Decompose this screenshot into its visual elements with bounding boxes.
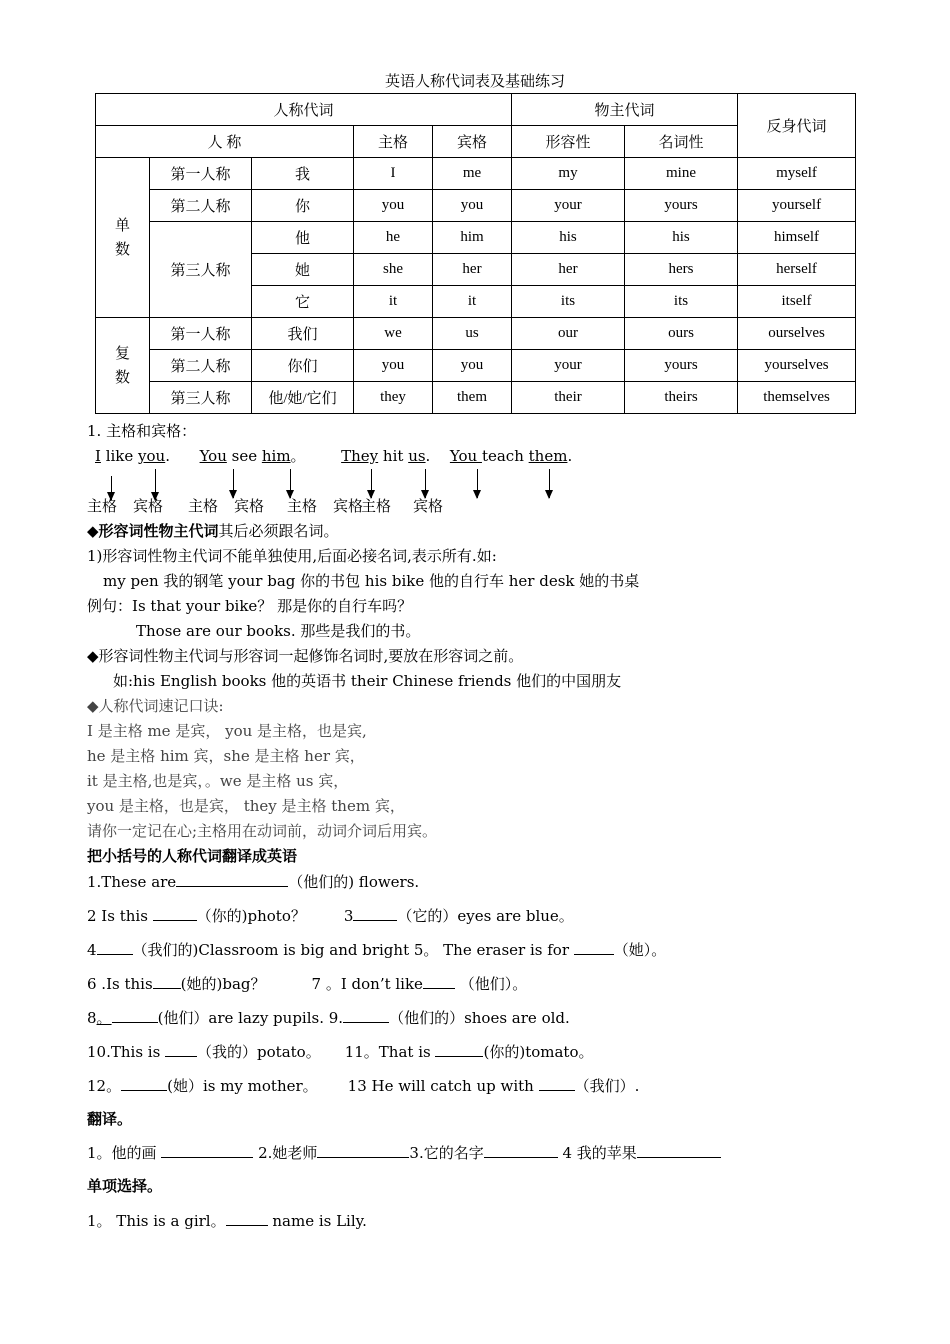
q-text: （他们的) flowers. xyxy=(288,873,420,891)
chinese-cell: 我们 xyxy=(252,318,354,350)
chinese-cell: 他 xyxy=(252,222,354,254)
q-text: 4 xyxy=(87,941,97,959)
object-cell: you xyxy=(433,350,512,382)
object-cell: him xyxy=(433,222,512,254)
reflexive-cell: himself xyxy=(738,222,856,254)
subject-cell: they xyxy=(354,382,433,414)
header-possessive-pronoun: 物主代词 xyxy=(512,94,738,126)
person-cell: 第一人称 xyxy=(150,318,252,350)
case-label: 宾格 xyxy=(333,497,364,515)
noun-cell: yours xyxy=(625,350,738,382)
q-text: 12。 xyxy=(87,1077,122,1095)
mnemonic-line: it 是主格,也是宾，。we 是主格 us 宾， xyxy=(87,772,349,790)
adjective-cell: their xyxy=(512,382,625,414)
reflexive-cell: herself xyxy=(738,254,856,286)
q-text: 1.These are xyxy=(87,873,177,891)
q-text: 1。他的画 xyxy=(87,1144,162,1162)
case-label: 主格 xyxy=(188,497,219,515)
reflexive-cell: yourselves xyxy=(738,350,856,382)
answer-blank[interactable] xyxy=(353,906,397,921)
rule-3-example: 如:his English books 他的英语书 their Chinese friends 他们的中国朋友 xyxy=(113,672,622,690)
arrow-down-icon xyxy=(290,469,291,498)
noun-cell: its xyxy=(625,286,738,318)
object-cell: it xyxy=(433,286,512,318)
case-labels xyxy=(87,497,443,515)
table-row xyxy=(96,190,856,222)
word: You xyxy=(199,447,227,465)
q-text: 3.它的名字 xyxy=(409,1144,484,1162)
singular-label: 单 数 xyxy=(96,158,150,318)
rule-2-examples: my pen 我的钢笔 your bag 你的书包 his bike 他的自行车 her desk 她的书桌 xyxy=(103,572,640,590)
answer-blank[interactable] xyxy=(153,906,197,921)
word: I xyxy=(95,447,101,465)
answer-blank[interactable] xyxy=(165,1042,197,1057)
chinese-cell: 它 xyxy=(252,286,354,318)
q-text: name is Lily. xyxy=(267,1212,367,1230)
person-cell: 第三人称 xyxy=(150,382,252,414)
q-text: （它的）eyes are blue。 xyxy=(397,907,574,925)
question-6-7 xyxy=(87,974,527,993)
table-row xyxy=(96,158,856,190)
subject-cell: he xyxy=(354,222,433,254)
adjective-cell: my xyxy=(512,158,625,190)
answer-blank[interactable] xyxy=(539,1076,575,1091)
answer-blank[interactable] xyxy=(423,974,455,989)
rule-2: 1)形容词性物主代词不能单独使用,后面必接名词,表示所有.如: xyxy=(87,547,497,565)
header-reflexive-pronoun: 反身代词 xyxy=(738,94,856,158)
word: 。 xyxy=(290,447,306,465)
arrow-down-icon xyxy=(371,469,372,498)
chinese-cell: 你 xyxy=(252,190,354,222)
plural-label: 复 数 xyxy=(96,318,150,414)
table-row xyxy=(96,382,856,414)
subject-cell: you xyxy=(354,350,433,382)
answer-blank[interactable] xyxy=(161,1143,253,1158)
adjective-cell: your xyxy=(512,190,625,222)
object-cell: her xyxy=(433,254,512,286)
answer-blank[interactable] xyxy=(484,1143,558,1158)
chinese-cell: 我 xyxy=(252,158,354,190)
q-text: 3 xyxy=(343,907,354,925)
answer-blank[interactable] xyxy=(435,1042,483,1057)
arrow-down-icon xyxy=(233,469,234,498)
noun-cell: his xyxy=(625,222,738,254)
adjective-cell: his xyxy=(512,222,625,254)
person-cell: 第一人称 xyxy=(150,158,252,190)
section-heading: 1. 主格和宾格： xyxy=(87,422,197,440)
noun-cell: theirs xyxy=(625,382,738,414)
choice-question-1 xyxy=(87,1211,367,1230)
answer-blank[interactable] xyxy=(121,1076,167,1091)
question-2-3 xyxy=(87,906,574,925)
page-title: 英语人称代词表及基础练习 xyxy=(384,72,565,90)
q-text: (他们）are lazy pupils. 9. xyxy=(157,1009,344,1027)
answer-blank[interactable] xyxy=(153,974,181,989)
answer-blank[interactable] xyxy=(574,940,614,955)
q-text: 6 .Is this xyxy=(87,975,153,993)
case-label: 主格 xyxy=(287,497,318,515)
word: . xyxy=(425,447,431,465)
case-label: 主格 xyxy=(87,497,118,515)
question-1 xyxy=(87,872,419,891)
rule-3: ◆形容词性物主代词与形容词一起修饰名词时,要放在形容词之前。 xyxy=(87,647,524,665)
reflexive-cell: itself xyxy=(738,286,856,318)
q-text: 11。That is xyxy=(344,1043,436,1061)
adjective-cell: her xyxy=(512,254,625,286)
word: him xyxy=(261,447,291,465)
q-text: （我们）. xyxy=(574,1077,640,1095)
table-row xyxy=(96,222,856,254)
header-adjective: 形容性 xyxy=(512,126,625,158)
mnemonic-line: 请你一定记在心;主格用在动词前，动词介词后用宾。 xyxy=(87,822,438,840)
mnemonic-line: I 是主格 me 是宾， you 是主格，也是宾, xyxy=(87,722,367,740)
word: teach xyxy=(481,447,529,465)
adjective-cell: its xyxy=(512,286,625,318)
mnemonic-line: he 是主格 him 宾，she 是主格 her 宾， xyxy=(87,747,365,765)
q-text: 8 xyxy=(87,1009,97,1027)
q-text: (她）is my mother。 xyxy=(167,1077,318,1095)
case-label: 宾格 xyxy=(413,497,444,515)
person-cell: 第二人称 xyxy=(150,350,252,382)
q-text: 2.她老师 xyxy=(253,1144,318,1162)
adjective-cell: our xyxy=(512,318,625,350)
object-cell: you xyxy=(433,190,512,222)
subject-cell: it xyxy=(354,286,433,318)
word: They xyxy=(341,447,379,465)
answer-blank[interactable] xyxy=(317,1143,409,1158)
example-text: Is that your bike？ 那是你的自行车吗？ xyxy=(132,597,413,615)
person-cell: 第三人称 xyxy=(150,222,252,318)
pronoun-table xyxy=(95,93,856,414)
exercise-2-title: 翻译。 xyxy=(87,1110,133,1128)
example-label: 例句： xyxy=(87,597,133,615)
word: see xyxy=(226,447,262,465)
q-text: 。 xyxy=(96,1009,112,1027)
chinese-cell: 你们 xyxy=(252,350,354,382)
q-text: 10.This is xyxy=(87,1043,166,1061)
person-cell: 第二人称 xyxy=(150,190,252,222)
arrow-down-icon xyxy=(425,469,426,498)
case-label: 宾格 xyxy=(133,497,164,515)
answer-blank[interactable] xyxy=(97,940,133,955)
header-object: 宾格 xyxy=(433,126,512,158)
noun-cell: yours xyxy=(625,190,738,222)
mnemonic-line: you 是主格，也是宾， they 是主格 them 宾， xyxy=(87,797,405,815)
word: like xyxy=(100,447,139,465)
subject-cell: we xyxy=(354,318,433,350)
word: us xyxy=(408,447,426,465)
q-text: （她）。 xyxy=(613,941,667,959)
table-row xyxy=(96,350,856,382)
arrow-down-icon xyxy=(477,469,478,498)
answer-blank[interactable] xyxy=(637,1143,721,1158)
subject-cell: you xyxy=(354,190,433,222)
question-8-9 xyxy=(87,1008,570,1027)
reflexive-cell: myself xyxy=(738,158,856,190)
table-row xyxy=(96,318,856,350)
mnemonic-title: ◆人称代词速记口诀: xyxy=(87,697,224,715)
object-cell: them xyxy=(433,382,512,414)
word: them xyxy=(528,447,568,465)
word: hit xyxy=(378,447,409,465)
word: . xyxy=(567,447,573,465)
example-sentence-2: Those are our books. 那些是我们的书。 xyxy=(136,622,421,640)
header-personal-pronoun: 人称代词 xyxy=(96,94,512,126)
q-text: (你的)tomato。 xyxy=(483,1043,594,1061)
exercise-3-title: 单项选择。 xyxy=(87,1177,163,1195)
chinese-cell: 他/她/它们 xyxy=(252,382,354,414)
q-text: 7 。I don’t like xyxy=(311,975,423,993)
reflexive-cell: themselves xyxy=(738,382,856,414)
case-label: 宾格 xyxy=(234,497,265,515)
header-person: 人 称 xyxy=(96,126,354,158)
answer-blank[interactable] xyxy=(226,1211,268,1226)
arrow-down-icon xyxy=(155,469,156,500)
word: . xyxy=(165,447,170,465)
word: You xyxy=(449,447,482,465)
header-noun: 名词性 xyxy=(625,126,738,158)
question-12-13 xyxy=(87,1076,639,1095)
q-text: (她的)bag？ xyxy=(180,975,266,993)
adjective-cell: your xyxy=(512,350,625,382)
q-text: （你的)photo？ xyxy=(196,907,306,925)
case-label: 主格 xyxy=(361,497,392,515)
question-4-5 xyxy=(87,940,666,959)
rule-bold: ◆形容词性物主代词 xyxy=(87,522,219,540)
answer-blank[interactable] xyxy=(343,1008,389,1023)
q-text: 2 Is this xyxy=(87,907,153,925)
q-text: （他们）。 xyxy=(454,975,528,993)
reflexive-cell: ourselves xyxy=(738,318,856,350)
q-text: （他们的）shoes are old. xyxy=(389,1009,570,1027)
exercise-1-title: 把小括号的人称代词翻译成英语 xyxy=(87,847,298,865)
q-text: 4 我的苹果 xyxy=(557,1144,637,1162)
arrow-down-icon xyxy=(549,469,550,498)
header-subject: 主格 xyxy=(354,126,433,158)
noun-cell: hers xyxy=(625,254,738,286)
answer-blank[interactable] xyxy=(112,1008,158,1023)
rule-1 xyxy=(87,522,339,540)
question-10-11 xyxy=(87,1042,593,1061)
example-sentences xyxy=(95,447,572,465)
answer-blank[interactable] xyxy=(176,872,288,887)
chinese-cell: 她 xyxy=(252,254,354,286)
subject-cell: she xyxy=(354,254,433,286)
q-text: （我的）potato。 xyxy=(197,1043,321,1061)
object-cell: us xyxy=(433,318,512,350)
noun-cell: ours xyxy=(625,318,738,350)
subject-cell: I xyxy=(354,158,433,190)
object-cell: me xyxy=(433,158,512,190)
q-text: 13 He will catch up with xyxy=(347,1077,539,1095)
noun-cell: mine xyxy=(625,158,738,190)
word: you xyxy=(138,447,166,465)
rule-text: 其后必须跟名词。 xyxy=(218,522,339,540)
q-text: 1。 This is a girl。 xyxy=(87,1212,226,1230)
translation-line xyxy=(87,1143,721,1162)
reflexive-cell: yourself xyxy=(738,190,856,222)
example-sentence-1 xyxy=(87,597,412,615)
q-text: （我们的)Classroom is big and bright 5。 The eraser is for xyxy=(132,941,574,959)
